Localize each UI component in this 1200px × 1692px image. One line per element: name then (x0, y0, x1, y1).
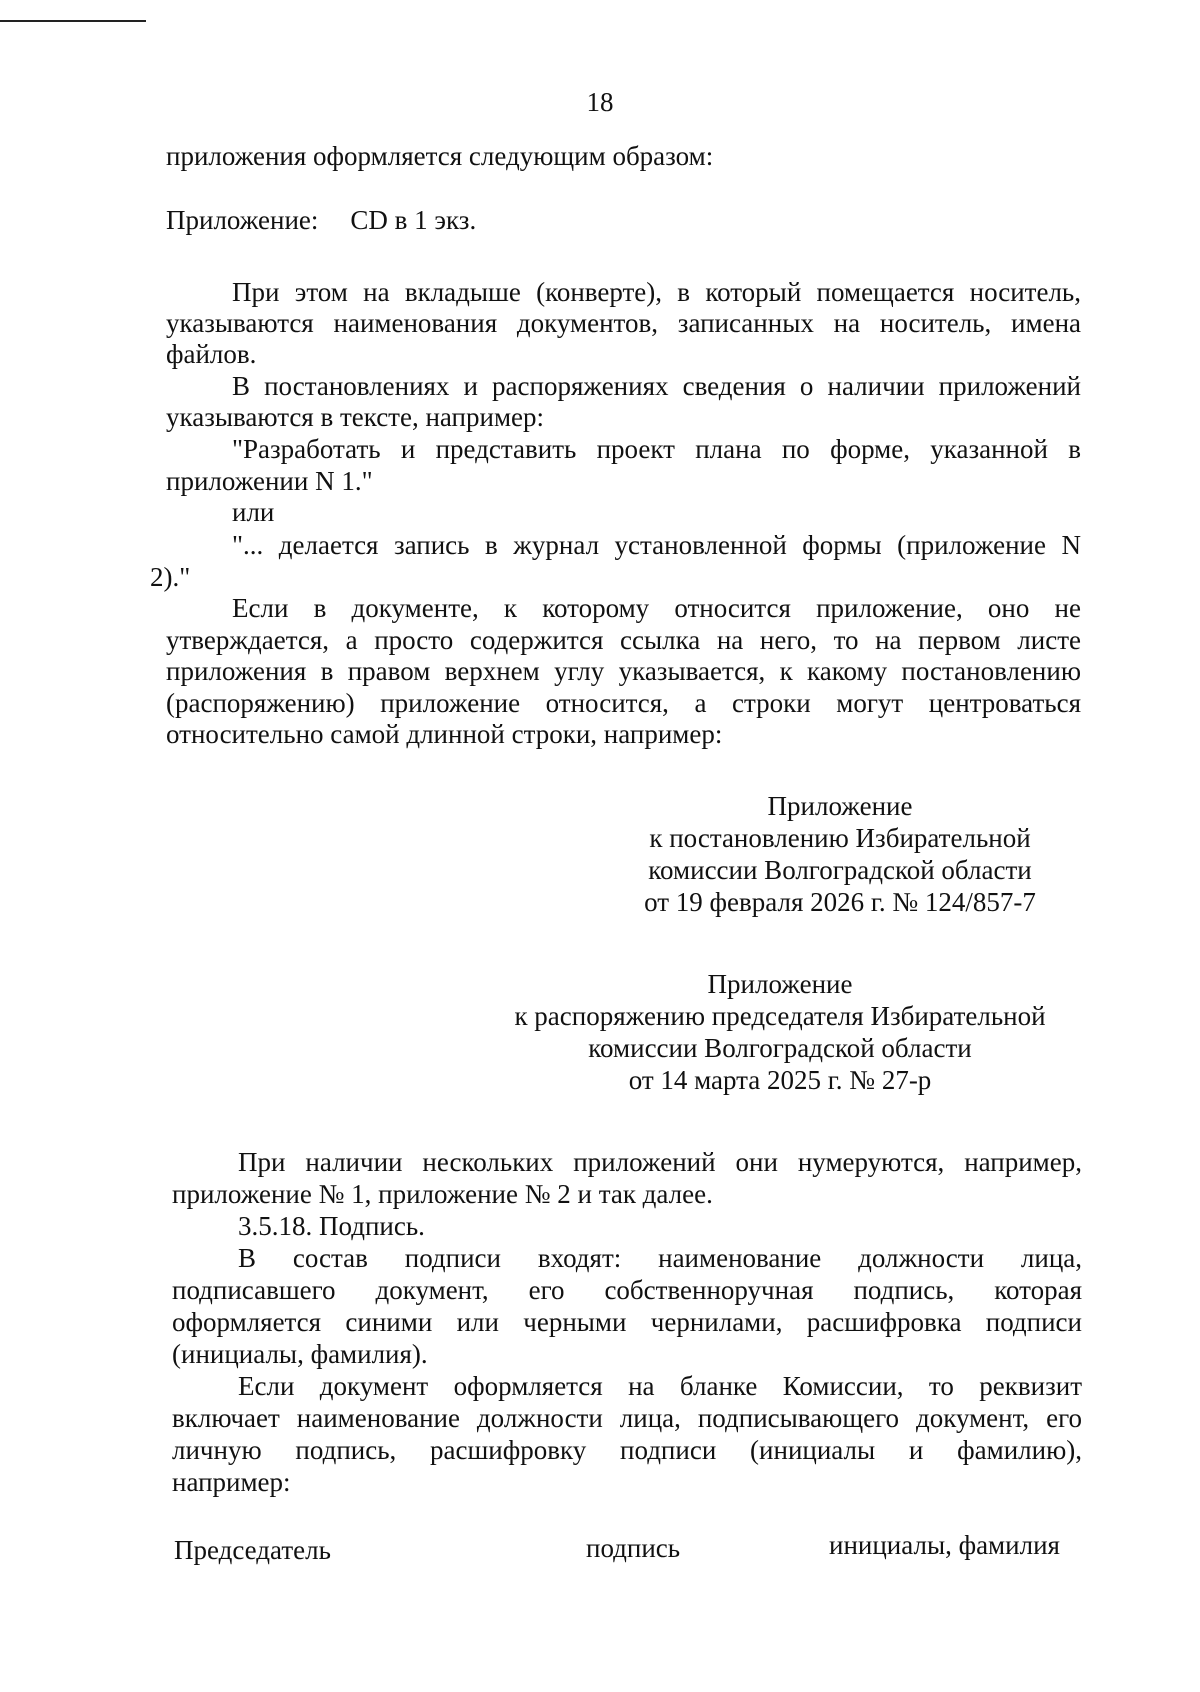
paragraph-line: При наличии нескольких приложений они нумеруются, например, (238, 1147, 1082, 1177)
appendix-example-resolution (620, 790, 1060, 918)
paragraph-line: подписавшего документ, его собственноручная подпись, которая (172, 1275, 1082, 1305)
paragraph-line: В состав подписи входят: наименование должности лица, (238, 1243, 1082, 1273)
section-heading: 3.5.18. Подпись. (238, 1211, 425, 1241)
attachment-label: Приложение: (166, 205, 319, 235)
quote-line: "Разработать и представить проект плана по форме, указанной в (232, 434, 1081, 464)
attachment-line (166, 204, 1081, 236)
appendix-title: Приложение (707, 969, 853, 999)
appendix-line: к постановлению Избирательной (649, 823, 1031, 853)
page-number: 18 (586, 87, 614, 117)
paragraph-line: оформляется синими или черными чернилами, расшифровка подписи (172, 1307, 1082, 1337)
signature-name: инициалы, фамилия (829, 1530, 1060, 1560)
appendix-example-order (490, 968, 1070, 1096)
intro-line: приложения оформляется следующим образом: (166, 141, 714, 171)
paragraph-line: включает наименование должности лица, подписывающего документ, его (172, 1403, 1082, 1433)
scan-artifact-line (0, 20, 146, 22)
signature-position: Председатель (174, 1535, 331, 1565)
appendix-line: комиссии Волгоградской области (648, 855, 1032, 885)
appendix-title: Приложение (767, 791, 913, 821)
paragraph-line: При этом на вкладыше (конверте), в который помещается носитель, (232, 277, 1081, 307)
paragraph-line: указываются в тексте, например: (166, 402, 545, 432)
appendix-line: к распоряжению председателя Избирательной (514, 1001, 1046, 1031)
paragraph-line: (инициалы, фамилия). (172, 1339, 428, 1369)
paragraph-line: указываются наименования документов, записанных на носитель, имена (166, 308, 1081, 338)
or-word: или (232, 497, 275, 527)
paragraph-line: например: (172, 1467, 291, 1497)
paragraph-line: утверждается, а просто содержится ссылка на него, то на первом листе (166, 625, 1081, 655)
quote-line: приложении N 1." (166, 466, 373, 496)
paragraph-line: Если документ оформляется на бланке Комиссии, то реквизит (238, 1371, 1082, 1401)
attachment-value: CD в 1 экз. (350, 205, 477, 235)
paragraph-line: личную подпись, расшифровку подписи (инициалы и фамилию), (172, 1435, 1082, 1465)
quote-line: "... делается запись в журнал установленной формы (приложение N (232, 530, 1081, 560)
paragraph-line: Если в документе, к которому относится приложение, оно не (232, 593, 1081, 623)
paragraph-line: (распоряжению) приложение относится, а строки могут центроваться (166, 688, 1081, 718)
paragraph-line: файлов. (166, 339, 257, 369)
paragraph-line: приложения в правом верхнем углу указывается, к какому постановлению (166, 656, 1081, 686)
paragraph-line: относительно самой длинной строки, например: (166, 719, 723, 749)
appendix-line: комиссии Волгоградской области (588, 1033, 972, 1063)
appendix-date-line: от 19 февраля 2026 г. № 124/857-7 (644, 887, 1036, 917)
paragraph-line: В постановлениях и распоряжениях сведения о наличии приложений (232, 371, 1081, 401)
appendix-date-line: от 14 марта 2025 г. № 27-р (628, 1065, 932, 1095)
paragraph-line: приложение № 1, приложение № 2 и так далее. (172, 1179, 713, 1209)
quote-line: 2)." (150, 562, 191, 592)
signature-placeholder: подпись (586, 1533, 681, 1563)
